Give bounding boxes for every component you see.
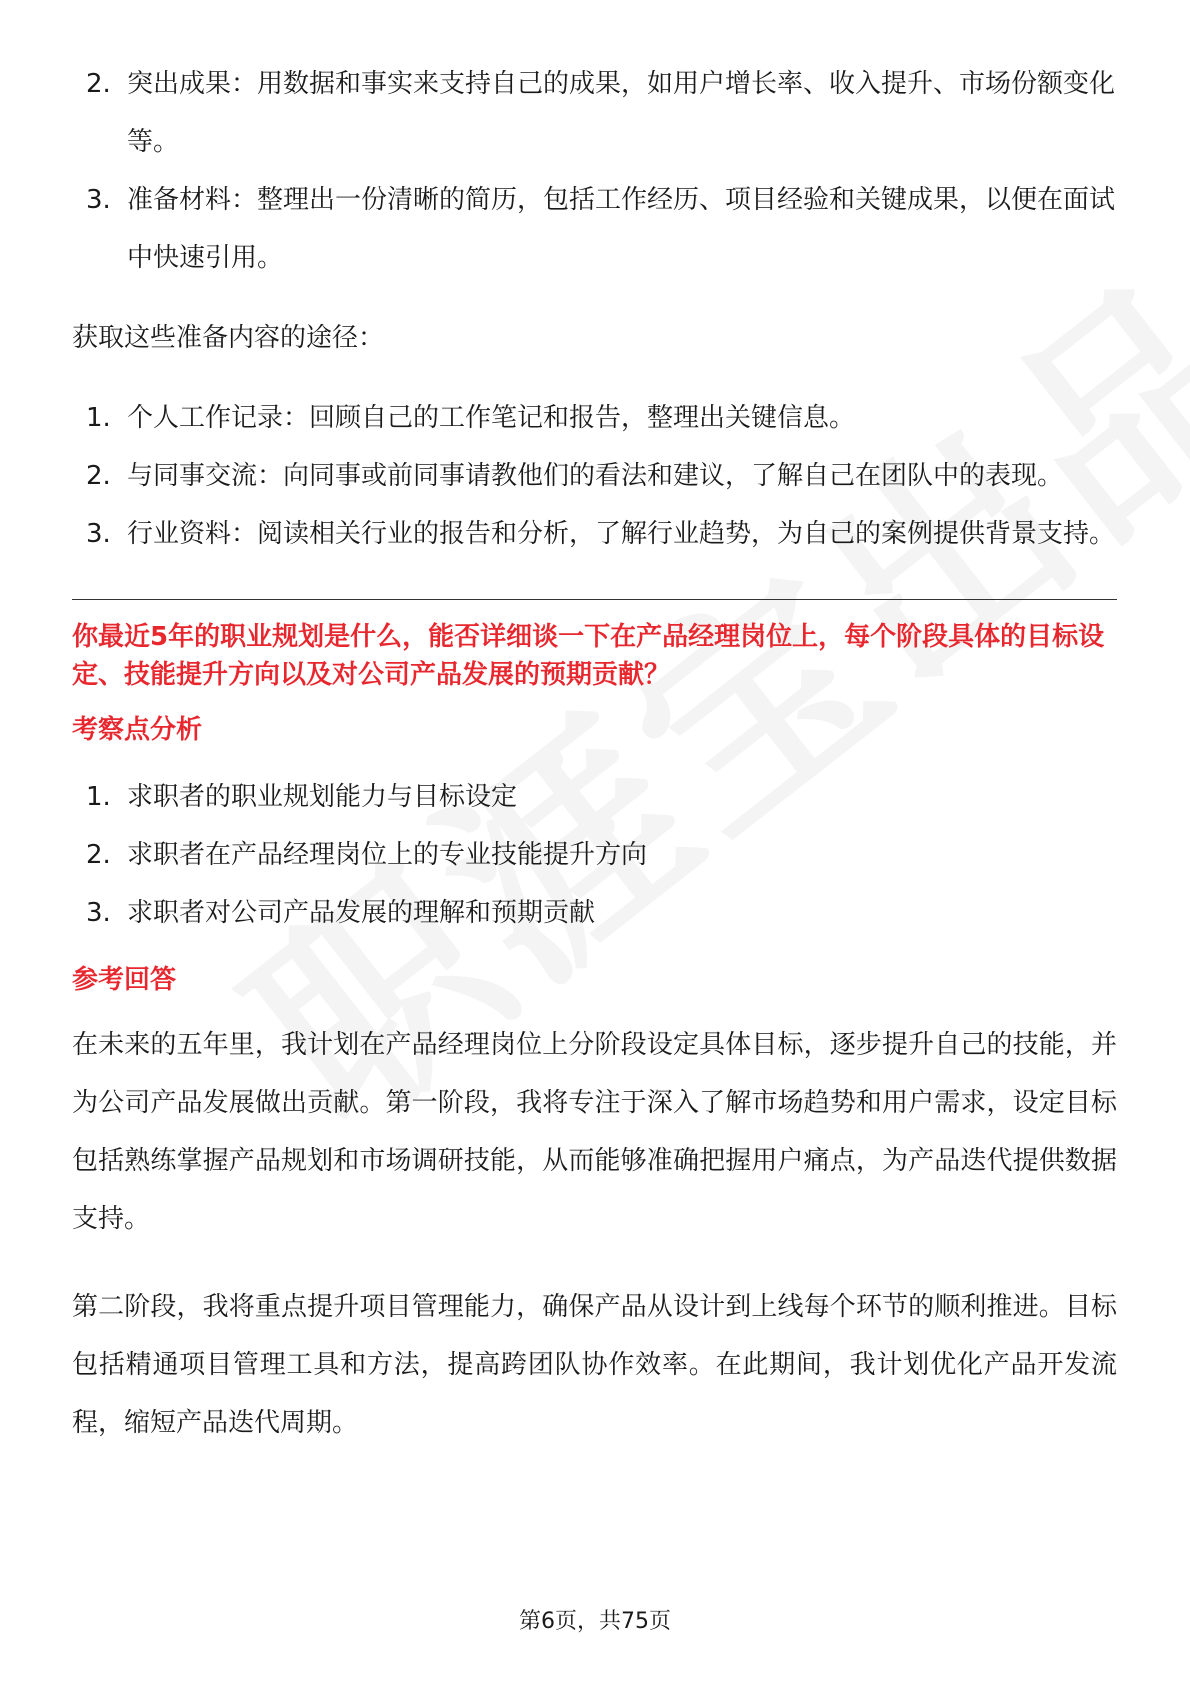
list-number: 3. [86, 898, 111, 928]
sources-list [72, 389, 1117, 563]
list-item [72, 171, 1117, 287]
list-number: 3. [86, 185, 111, 215]
sources-heading: 获取这些准备内容的途径： [72, 323, 385, 353]
interview-question: 你最近5年的职业规划是什么，能否详细谈一下在产品经理岗位上，每个阶段具体的目标设定、技能提升方向以及对公司产品发展的预期贡献？ [72, 622, 1105, 690]
list-text: 行业资料：阅读相关行业的报告和分析，了解行业趋势，为自己的案例提供背景支持。 [127, 519, 1116, 549]
answer-paragraph: 第二阶段，我将重点提升项目管理能力，确保产品从设计到上线每个环节的顺利推进。目标包括精通项目管理工具和方法，提高跨团队协作效率。在此期间，我计划优化产品开发流程，缩短产品迭代周期。 [72, 1292, 1117, 1438]
list-text: 求职者在产品经理岗位上的专业技能提升方向 [127, 840, 648, 870]
prep-list [72, 55, 1117, 287]
list-text: 突出成果：用数据和事实来支持自己的成果，如用户增长率、收入提升、市场份额变化等。 [127, 69, 1116, 157]
list-number: 1. [86, 782, 111, 812]
list-text: 与同事交流：向同事或前同事请教他们的看法和建议，了解自己在团队中的表现。 [127, 461, 1064, 491]
list-text: 求职者对公司产品发展的理解和预期贡献 [127, 898, 596, 928]
analysis-list [72, 768, 1117, 942]
list-item [72, 768, 1117, 826]
list-item [72, 389, 1117, 447]
page-content [72, 55, 1117, 1452]
answer-paragraph: 在未来的五年里，我计划在产品经理岗位上分阶段设定具体目标，逐步提升自己的技能，并为公司产品发展做出贡献。第一阶段，我将专注于深入了解市场趋势和用户需求，设定目标包括熟练掌握产品规划和市场调研技能，从而能够准确把握用户痛点，为产品迭代提供数据支持。 [72, 1030, 1117, 1234]
list-number: 2. [86, 69, 111, 99]
list-number: 3. [86, 519, 111, 549]
list-text: 个人工作记录：回顾自己的工作笔记和报告，整理出关键信息。 [127, 403, 856, 433]
list-item [72, 447, 1117, 505]
answer-heading: 参考回答 [72, 965, 177, 995]
list-number: 1. [86, 403, 111, 433]
analysis-heading: 考察点分析 [72, 715, 203, 745]
list-number: 2. [86, 840, 111, 870]
section-divider [72, 599, 1117, 600]
list-item [72, 884, 1117, 942]
list-number: 2. [86, 461, 111, 491]
list-item [72, 826, 1117, 884]
list-text: 准备材料：整理出一份清晰的简历，包括工作经历、项目经验和关键成果，以便在面试中快速引用。 [127, 185, 1116, 273]
list-text: 求职者的职业规划能力与目标设定 [127, 782, 518, 812]
list-item [72, 505, 1117, 563]
list-item [72, 55, 1117, 171]
page-footer: 第6页，共75页 [519, 1609, 671, 1634]
